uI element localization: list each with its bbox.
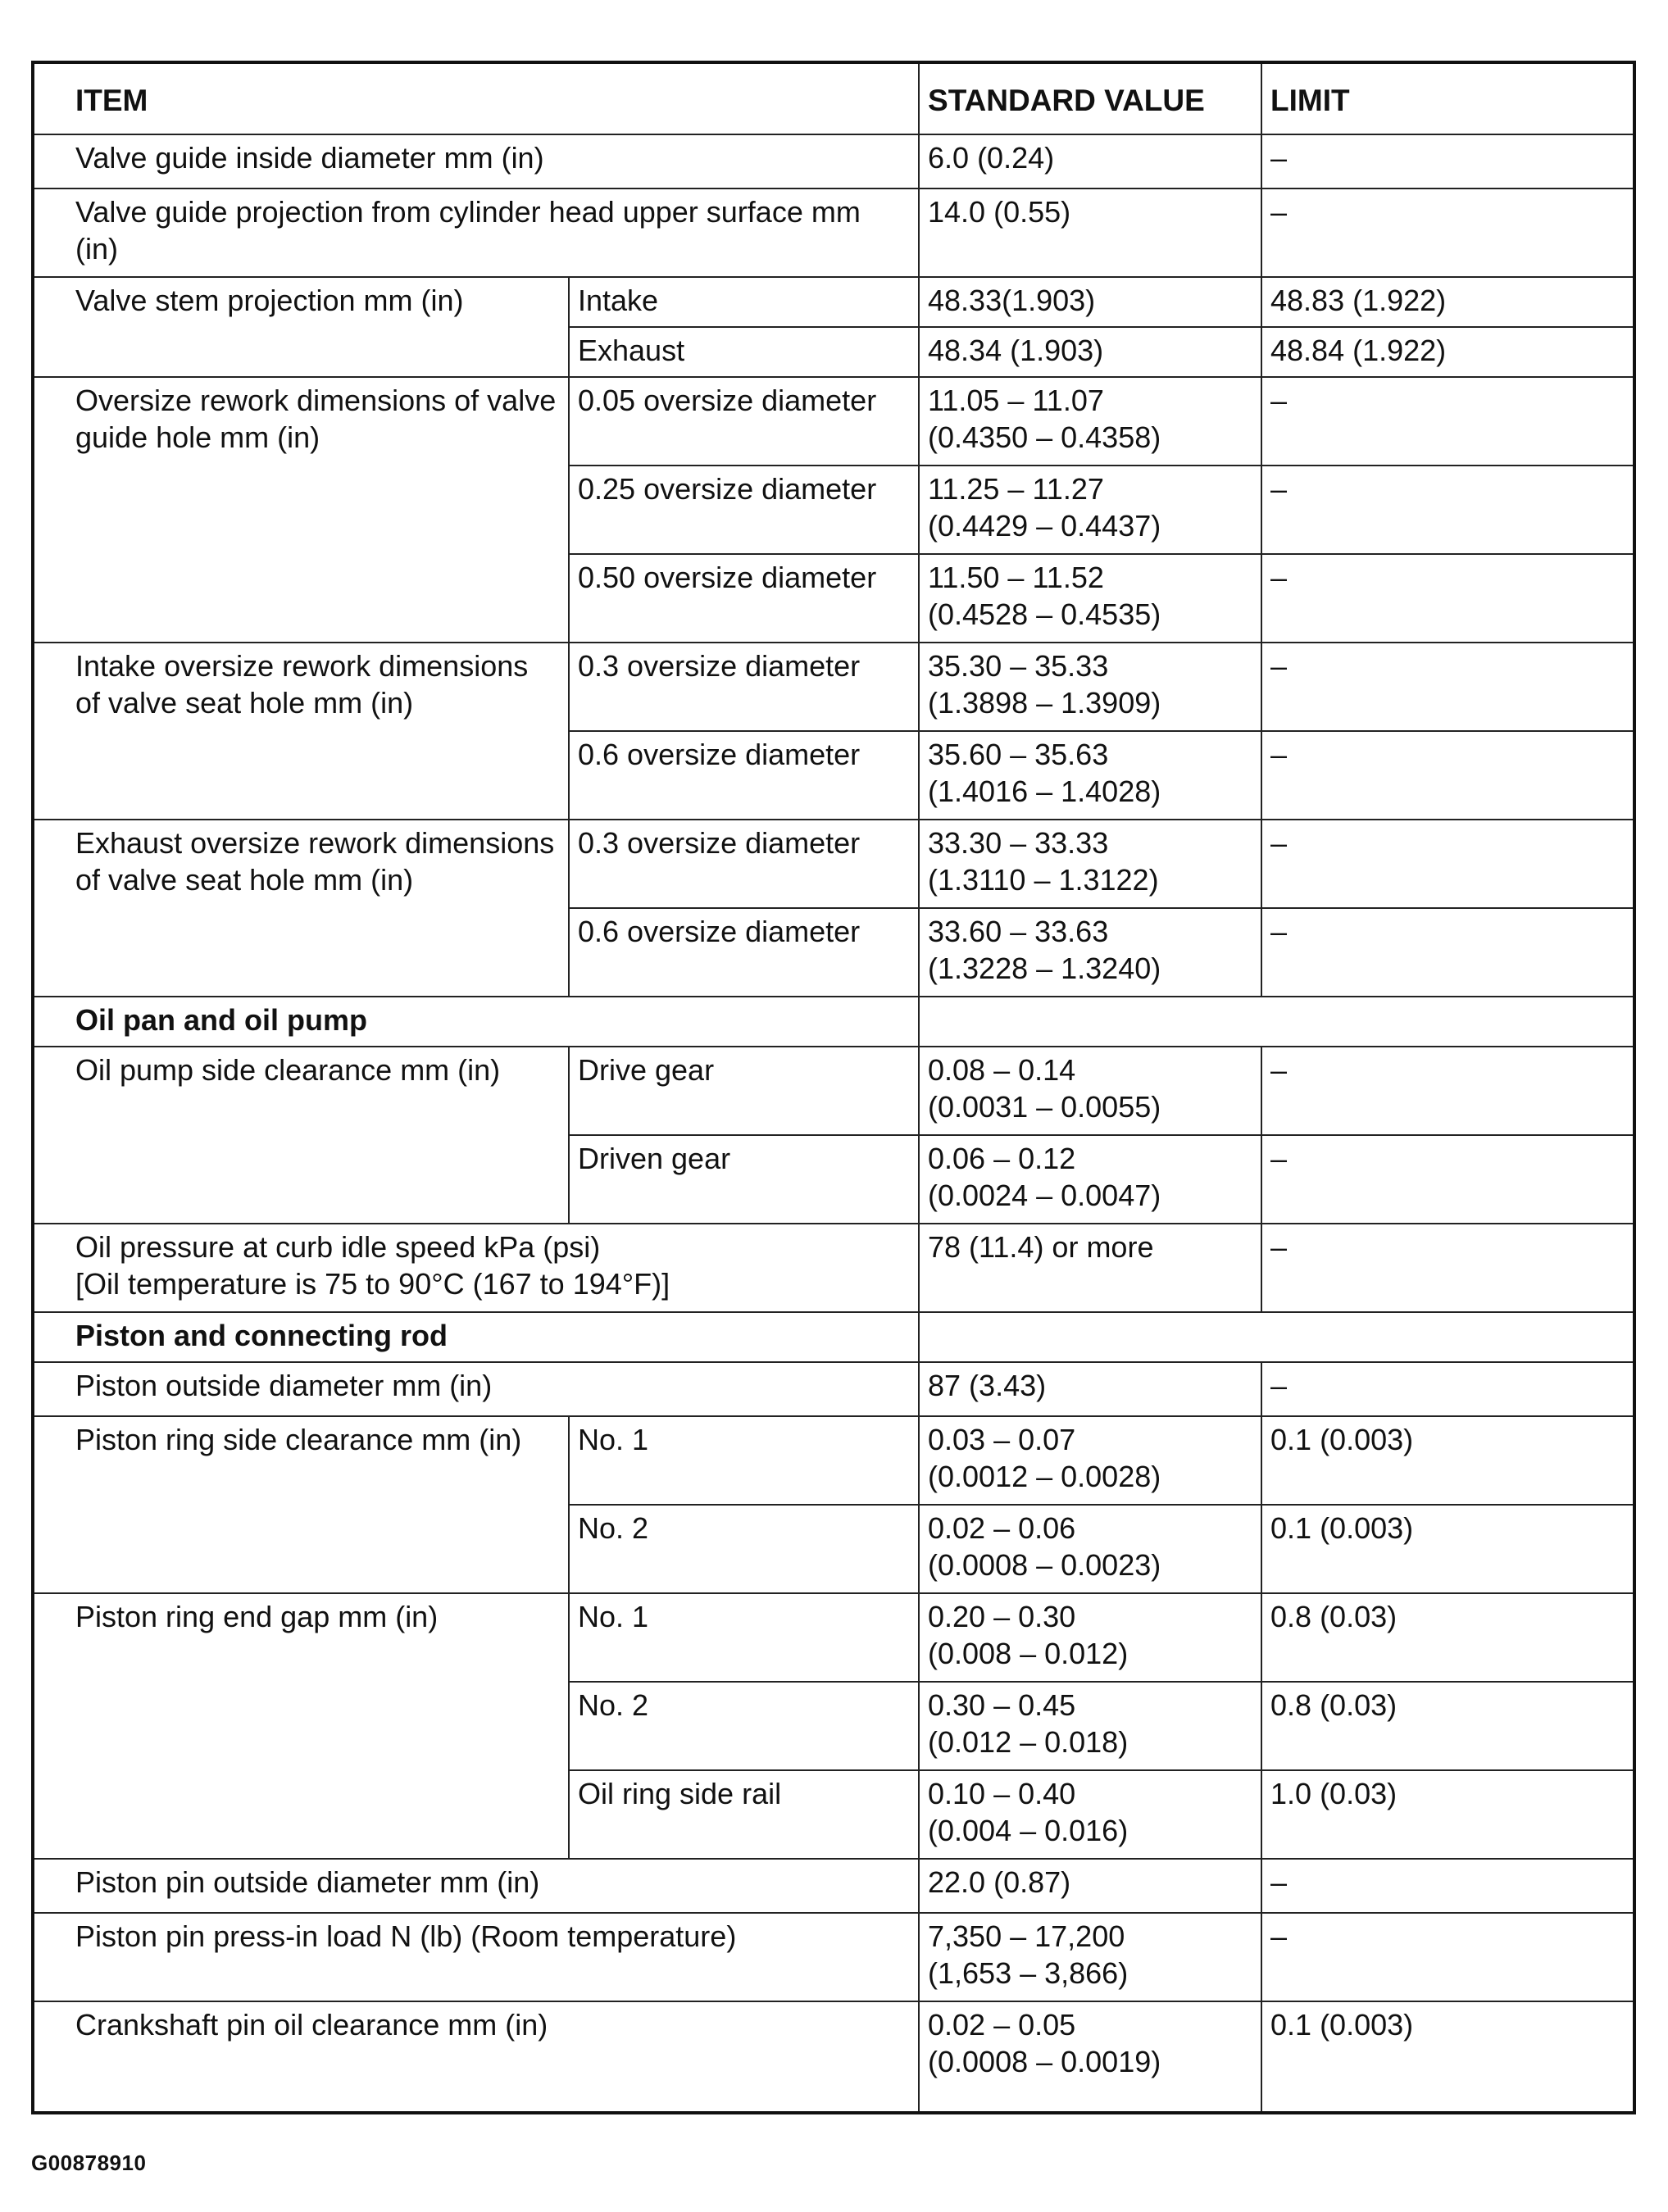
standard-line: 33.60 – 33.63 <box>928 915 1109 948</box>
sub-item-cell: 0.6 oversize diameter <box>569 731 919 820</box>
limit-cell: – <box>1261 820 1634 908</box>
item-cell: Oil pump side clearance mm (in) <box>33 1047 569 1224</box>
standard-cell <box>919 377 1261 466</box>
item-cell <box>33 1224 919 1312</box>
item-cell: Valve guide inside diameter mm (in) <box>33 134 919 188</box>
standard-line: (0.4350 – 0.4358) <box>928 420 1161 454</box>
standard-line: 0.03 – 0.07 <box>928 1423 1076 1456</box>
specification-table <box>31 61 1636 2114</box>
standard-line: (0.4429 – 0.4437) <box>928 509 1161 543</box>
section-blank-cell <box>919 1312 1634 1362</box>
header-standard-value: STANDARD VALUE <box>919 62 1261 134</box>
standard-line: (0.0031 – 0.0055) <box>928 1090 1161 1124</box>
standard-cell <box>919 643 1261 731</box>
standard-cell <box>919 1135 1261 1224</box>
table-row <box>33 820 1634 908</box>
limit-cell: – <box>1261 1859 1634 1913</box>
section-row <box>33 1312 1634 1362</box>
standard-cell <box>919 1047 1261 1135</box>
standard-cell: 87 (3.43) <box>919 1362 1261 1416</box>
limit-cell: 0.8 (0.03) <box>1261 1682 1634 1770</box>
standard-cell: 14.0 (0.55) <box>919 188 1261 277</box>
limit-cell: – <box>1261 731 1634 820</box>
item-cell: Crankshaft pin oil clearance mm (in) <box>33 2001 919 2113</box>
section-heading: Oil pan and oil pump <box>33 997 919 1047</box>
standard-line: (0.0012 – 0.0028) <box>928 1460 1161 1493</box>
header-item: ITEM <box>33 62 919 134</box>
table-row <box>33 1224 1634 1312</box>
item-cell: Piston pin outside diameter mm (in) <box>33 1859 919 1913</box>
standard-cell <box>919 466 1261 554</box>
limit-cell: – <box>1261 1047 1634 1135</box>
limit-cell: 1.0 (0.03) <box>1261 1770 1634 1859</box>
item-cell: Piston ring end gap mm (in) <box>33 1593 569 1859</box>
item-line: [Oil temperature is 75 to 90°C (167 to 194°F)] <box>75 1267 670 1301</box>
standard-line: 35.30 – 35.33 <box>928 649 1109 683</box>
standard-line: (1.3110 – 1.3122) <box>928 863 1159 897</box>
standard-cell <box>919 1416 1261 1505</box>
standard-line: (0.0008 – 0.0019) <box>928 2045 1161 2078</box>
standard-line: 11.25 – 11.27 <box>928 472 1104 506</box>
table-row <box>33 377 1634 466</box>
sub-item-cell: 0.6 oversize diameter <box>569 908 919 997</box>
sub-item-cell: 0.05 oversize diameter <box>569 377 919 466</box>
sub-item-cell: Exhaust <box>569 327 919 377</box>
standard-line: 35.60 – 35.63 <box>928 738 1109 771</box>
item-cell: Valve stem projection mm (in) <box>33 277 569 377</box>
header-row <box>33 62 1634 134</box>
sub-item-cell: Oil ring side rail <box>569 1770 919 1859</box>
section-blank-cell <box>919 997 1634 1047</box>
standard-line: (1.3898 – 1.3909) <box>928 686 1161 720</box>
standard-cell <box>919 731 1261 820</box>
limit-cell: – <box>1261 188 1634 277</box>
sub-item-cell: No. 2 <box>569 1505 919 1593</box>
table-row <box>33 1859 1634 1913</box>
table-row <box>33 643 1634 731</box>
limit-cell: – <box>1261 1135 1634 1224</box>
standard-cell <box>919 554 1261 643</box>
standard-cell <box>919 908 1261 997</box>
sub-item-cell: 0.3 oversize diameter <box>569 820 919 908</box>
table-row <box>33 188 1634 277</box>
limit-cell: – <box>1261 554 1634 643</box>
figure-code: G00878910 <box>31 2151 147 2175</box>
header-limit: LIMIT <box>1261 62 1634 134</box>
limit-cell: – <box>1261 466 1634 554</box>
standard-line: 0.20 – 0.30 <box>928 1600 1076 1633</box>
standard-line: (0.008 – 0.012) <box>928 1637 1129 1670</box>
limit-cell: 48.84 (1.922) <box>1261 327 1634 377</box>
section-heading: Piston and connecting rod <box>33 1312 919 1362</box>
item-cell: Oversize rework dimensions of valve guide hole mm (in) <box>33 377 569 643</box>
table-row <box>33 134 1634 188</box>
standard-line: (0.004 – 0.016) <box>928 1814 1129 1847</box>
sub-item-cell: Intake <box>569 277 919 327</box>
limit-cell: 0.1 (0.003) <box>1261 1505 1634 1593</box>
sub-item-cell: 0.50 oversize diameter <box>569 554 919 643</box>
sub-item-cell: Drive gear <box>569 1047 919 1135</box>
standard-cell <box>919 2001 1261 2113</box>
table-row <box>33 1047 1634 1135</box>
table-row <box>33 1362 1634 1416</box>
table-row <box>33 1913 1634 2001</box>
standard-cell: 6.0 (0.24) <box>919 134 1261 188</box>
item-cell: Valve guide projection from cylinder head upper surface mm (in) <box>33 188 919 277</box>
standard-line: 11.05 – 11.07 <box>928 384 1104 417</box>
standard-line: (1.3228 – 1.3240) <box>928 952 1161 985</box>
standard-line: 0.30 – 0.45 <box>928 1688 1076 1722</box>
table-row <box>33 1416 1634 1505</box>
limit-cell: – <box>1261 134 1634 188</box>
table-row <box>33 2001 1634 2113</box>
standard-cell <box>919 1682 1261 1770</box>
limit-cell: – <box>1261 1362 1634 1416</box>
standard-line: 0.06 – 0.12 <box>928 1142 1076 1175</box>
standard-line: (0.0008 – 0.0023) <box>928 1548 1161 1582</box>
limit-cell: – <box>1261 377 1634 466</box>
table-row <box>33 277 1634 327</box>
table-row <box>33 1593 1634 1682</box>
standard-cell: 48.33(1.903) <box>919 277 1261 327</box>
standard-cell <box>919 1770 1261 1859</box>
standard-line: 0.02 – 0.06 <box>928 1511 1076 1545</box>
sub-item-cell: No. 1 <box>569 1593 919 1682</box>
sub-item-cell: Driven gear <box>569 1135 919 1224</box>
limit-cell: 0.1 (0.003) <box>1261 2001 1634 2113</box>
section-row <box>33 997 1634 1047</box>
standard-line: (1,653 – 3,866) <box>928 1956 1129 1990</box>
item-cell: Piston outside diameter mm (in) <box>33 1362 919 1416</box>
sub-item-cell: 0.25 oversize diameter <box>569 466 919 554</box>
standard-line: 0.10 – 0.40 <box>928 1777 1076 1810</box>
item-cell: Intake oversize rework dimensions of valve seat hole mm (in) <box>33 643 569 820</box>
standard-cell: 22.0 (0.87) <box>919 1859 1261 1913</box>
standard-line: 7,350 – 17,200 <box>928 1919 1125 1953</box>
limit-cell: 0.8 (0.03) <box>1261 1593 1634 1682</box>
limit-cell: – <box>1261 1913 1634 2001</box>
standard-line: 33.30 – 33.33 <box>928 826 1109 860</box>
limit-cell: 48.83 (1.922) <box>1261 277 1634 327</box>
standard-cell: 78 (11.4) or more <box>919 1224 1261 1312</box>
standard-line: (0.012 – 0.018) <box>928 1725 1129 1759</box>
limit-cell: 0.1 (0.003) <box>1261 1416 1634 1505</box>
sub-item-cell: No. 1 <box>569 1416 919 1505</box>
standard-line: (0.4528 – 0.4535) <box>928 597 1161 631</box>
standard-cell <box>919 1505 1261 1593</box>
standard-cell: 48.34 (1.903) <box>919 327 1261 377</box>
standard-cell <box>919 1913 1261 2001</box>
standard-line: (1.4016 – 1.4028) <box>928 774 1161 808</box>
standard-line: (0.0024 – 0.0047) <box>928 1179 1161 1212</box>
standard-line: 0.08 – 0.14 <box>928 1053 1076 1087</box>
standard-cell <box>919 1593 1261 1682</box>
limit-cell: – <box>1261 908 1634 997</box>
standard-line: 0.02 – 0.05 <box>928 2008 1076 2042</box>
item-cell: Piston ring side clearance mm (in) <box>33 1416 569 1593</box>
limit-cell: – <box>1261 1224 1634 1312</box>
standard-line: 11.50 – 11.52 <box>928 561 1104 594</box>
limit-cell: – <box>1261 643 1634 731</box>
item-cell: Exhaust oversize rework dimensions of valve seat hole mm (in) <box>33 820 569 997</box>
sub-item-cell: 0.3 oversize diameter <box>569 643 919 731</box>
standard-cell <box>919 820 1261 908</box>
item-cell: Piston pin press-in load N (lb) (Room temperature) <box>33 1913 919 2001</box>
item-line: Oil pressure at curb idle speed kPa (psi) <box>75 1230 601 1264</box>
sub-item-cell: No. 2 <box>569 1682 919 1770</box>
